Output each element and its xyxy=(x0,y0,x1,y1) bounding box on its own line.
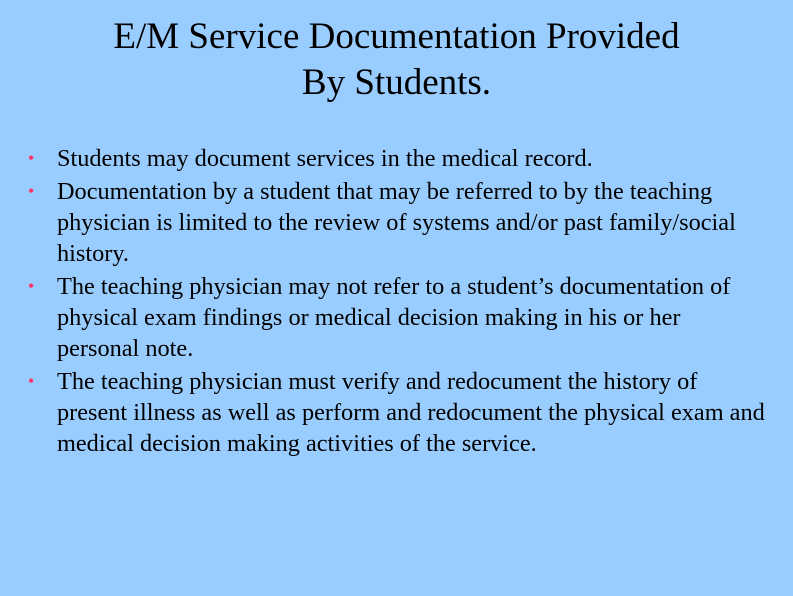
bullet-item-3 xyxy=(28,271,768,364)
slide-title xyxy=(40,14,753,106)
bullet-text-3: The teaching physician may not refer to a student’s documentation of physical exam findings or medical decision making in his or her personal note. xyxy=(57,273,731,362)
bullet-list xyxy=(28,143,768,461)
bullet-icon: • xyxy=(28,148,35,168)
bullet-item-2 xyxy=(28,176,768,269)
bullet-item-4 xyxy=(28,366,768,459)
slide-title-line-1: E/M Service Documentation Provided xyxy=(113,16,680,57)
bullet-icon: • xyxy=(28,371,35,391)
bullet-icon: • xyxy=(28,181,35,201)
bullet-item-1 xyxy=(28,143,768,174)
bullet-icon: • xyxy=(28,276,35,296)
bullet-text-4: The teaching physician must verify and redocument the history of present illness as well as perform and redocument the physical exam and medical decision making activities of the service. xyxy=(57,368,765,457)
bullet-text-1: Students may document services in the medical record. xyxy=(57,145,593,172)
bullet-text-2: Documentation by a student that may be referred to by the teaching physician is limited to the review of systems and/or past family/social history. xyxy=(57,178,736,267)
slide-title-line-2: By Students. xyxy=(301,62,492,103)
